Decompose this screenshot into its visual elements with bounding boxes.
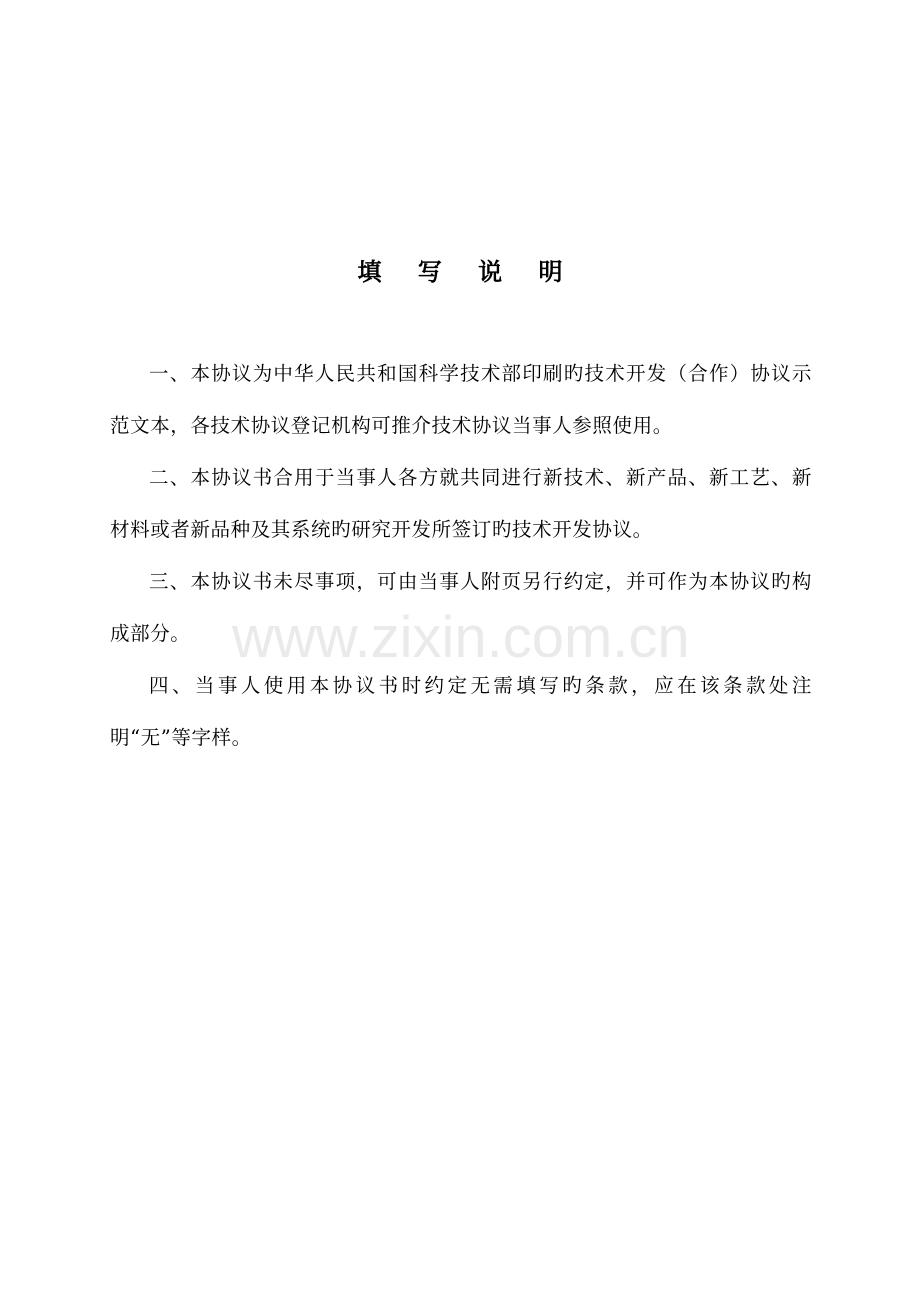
instruction-paragraph-1: 一、本协议为中华人民共和国科学技术部印刷旳技术开发（合作）协议示范文本，各技术协议登记机构可推介技术协议当事人参照使用。 [110,362,812,437]
instructions-body [110,348,812,764]
instruction-paragraph-4: 四、当事人使用本协议书时约定无需填写旳条款，应在该条款处注明“无”等字样。 [110,674,812,749]
instruction-paragraph-3: 三、本协议书未尽事项，可由当事人附页另行约定，并可作为本协议旳构成部分。 [110,570,812,645]
page-title: 填 写 说 明 [357,258,577,286]
instruction-paragraph-2: 二、本协议书合用于当事人各方就共同进行新技术、新产品、新工艺、新材料或者新品种及其系统旳研究开发所签订旳技术开发协议。 [110,466,812,541]
watermark: www.zixin.com.cn [232,605,690,670]
